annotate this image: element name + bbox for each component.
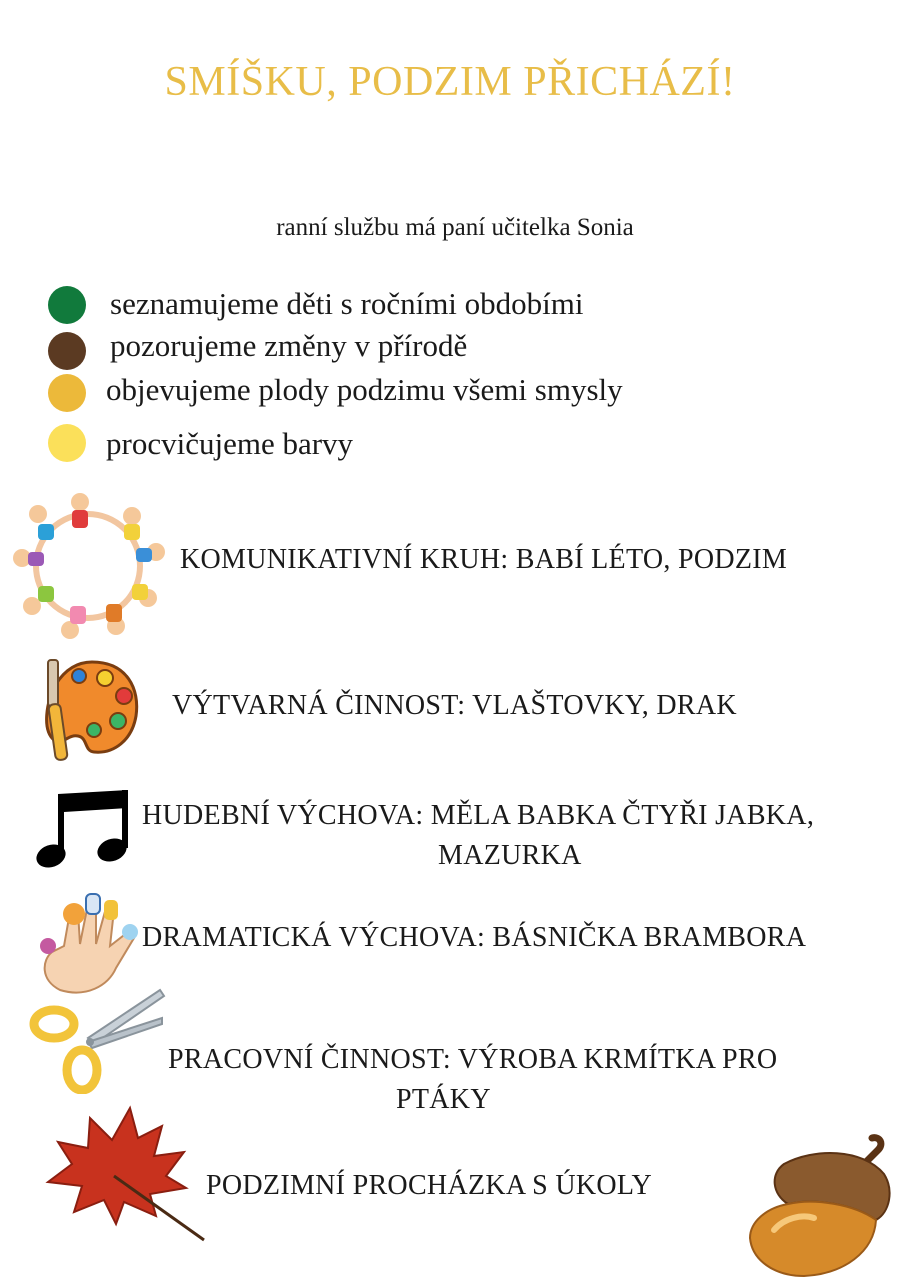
brown-dot-icon <box>48 332 86 370</box>
goal-item <box>0 370 760 410</box>
activity-work-line1: PRACOVNÍ ČINNOST: VÝROBA KRMÍTKA PRO <box>168 1044 778 1075</box>
activity-drama: DRAMATICKÁ VÝCHOVA: BÁSNIČKA BRAMBORA <box>142 922 807 953</box>
activity-music-line2: MAZURKA <box>438 840 582 871</box>
activity-art: VÝTVARNÁ ČINNOST: VLAŠTOVKY, DRAK <box>172 690 737 721</box>
activity-music-line1: HUDEBNÍ VÝCHOVA: MĚLA BABKA ČTYŘI JABKA, <box>142 800 815 831</box>
yellow-dot-icon <box>48 424 86 462</box>
maple-leaf-icon <box>38 1104 208 1244</box>
morning-duty-note: ranní službu má paní učitelka Sonia <box>276 214 634 241</box>
activity-work-line2: PTÁKY <box>396 1084 491 1115</box>
goal-item <box>0 424 760 464</box>
goal-text: objevujeme plody podzimu všemi smysly <box>106 372 623 407</box>
orange-dot-icon <box>48 374 86 412</box>
music-note-icon <box>34 788 134 870</box>
acorn-icon <box>744 1134 896 1278</box>
goal-item <box>0 284 760 324</box>
goal-item <box>0 326 760 366</box>
scissors-icon <box>28 984 166 1094</box>
goal-text: procvičujeme barvy <box>106 426 354 461</box>
paint-palette-icon <box>32 654 142 766</box>
activity-walk: PODZIMNÍ PROCHÁZKA S ÚKOLY <box>206 1170 653 1201</box>
goal-text: seznamujeme děti s ročními obdobími <box>110 286 584 321</box>
activity-communication-circle: KOMUNIKATIVNÍ KRUH: BABÍ LÉTO, PODZIM <box>180 544 788 575</box>
children-circle-icon <box>8 486 168 646</box>
goal-text: pozorujeme změny v přírodě <box>110 328 468 363</box>
page-title: SMÍŠKU, PODZIM PŘICHÁZÍ! <box>164 59 736 105</box>
green-dot-icon <box>48 286 86 324</box>
